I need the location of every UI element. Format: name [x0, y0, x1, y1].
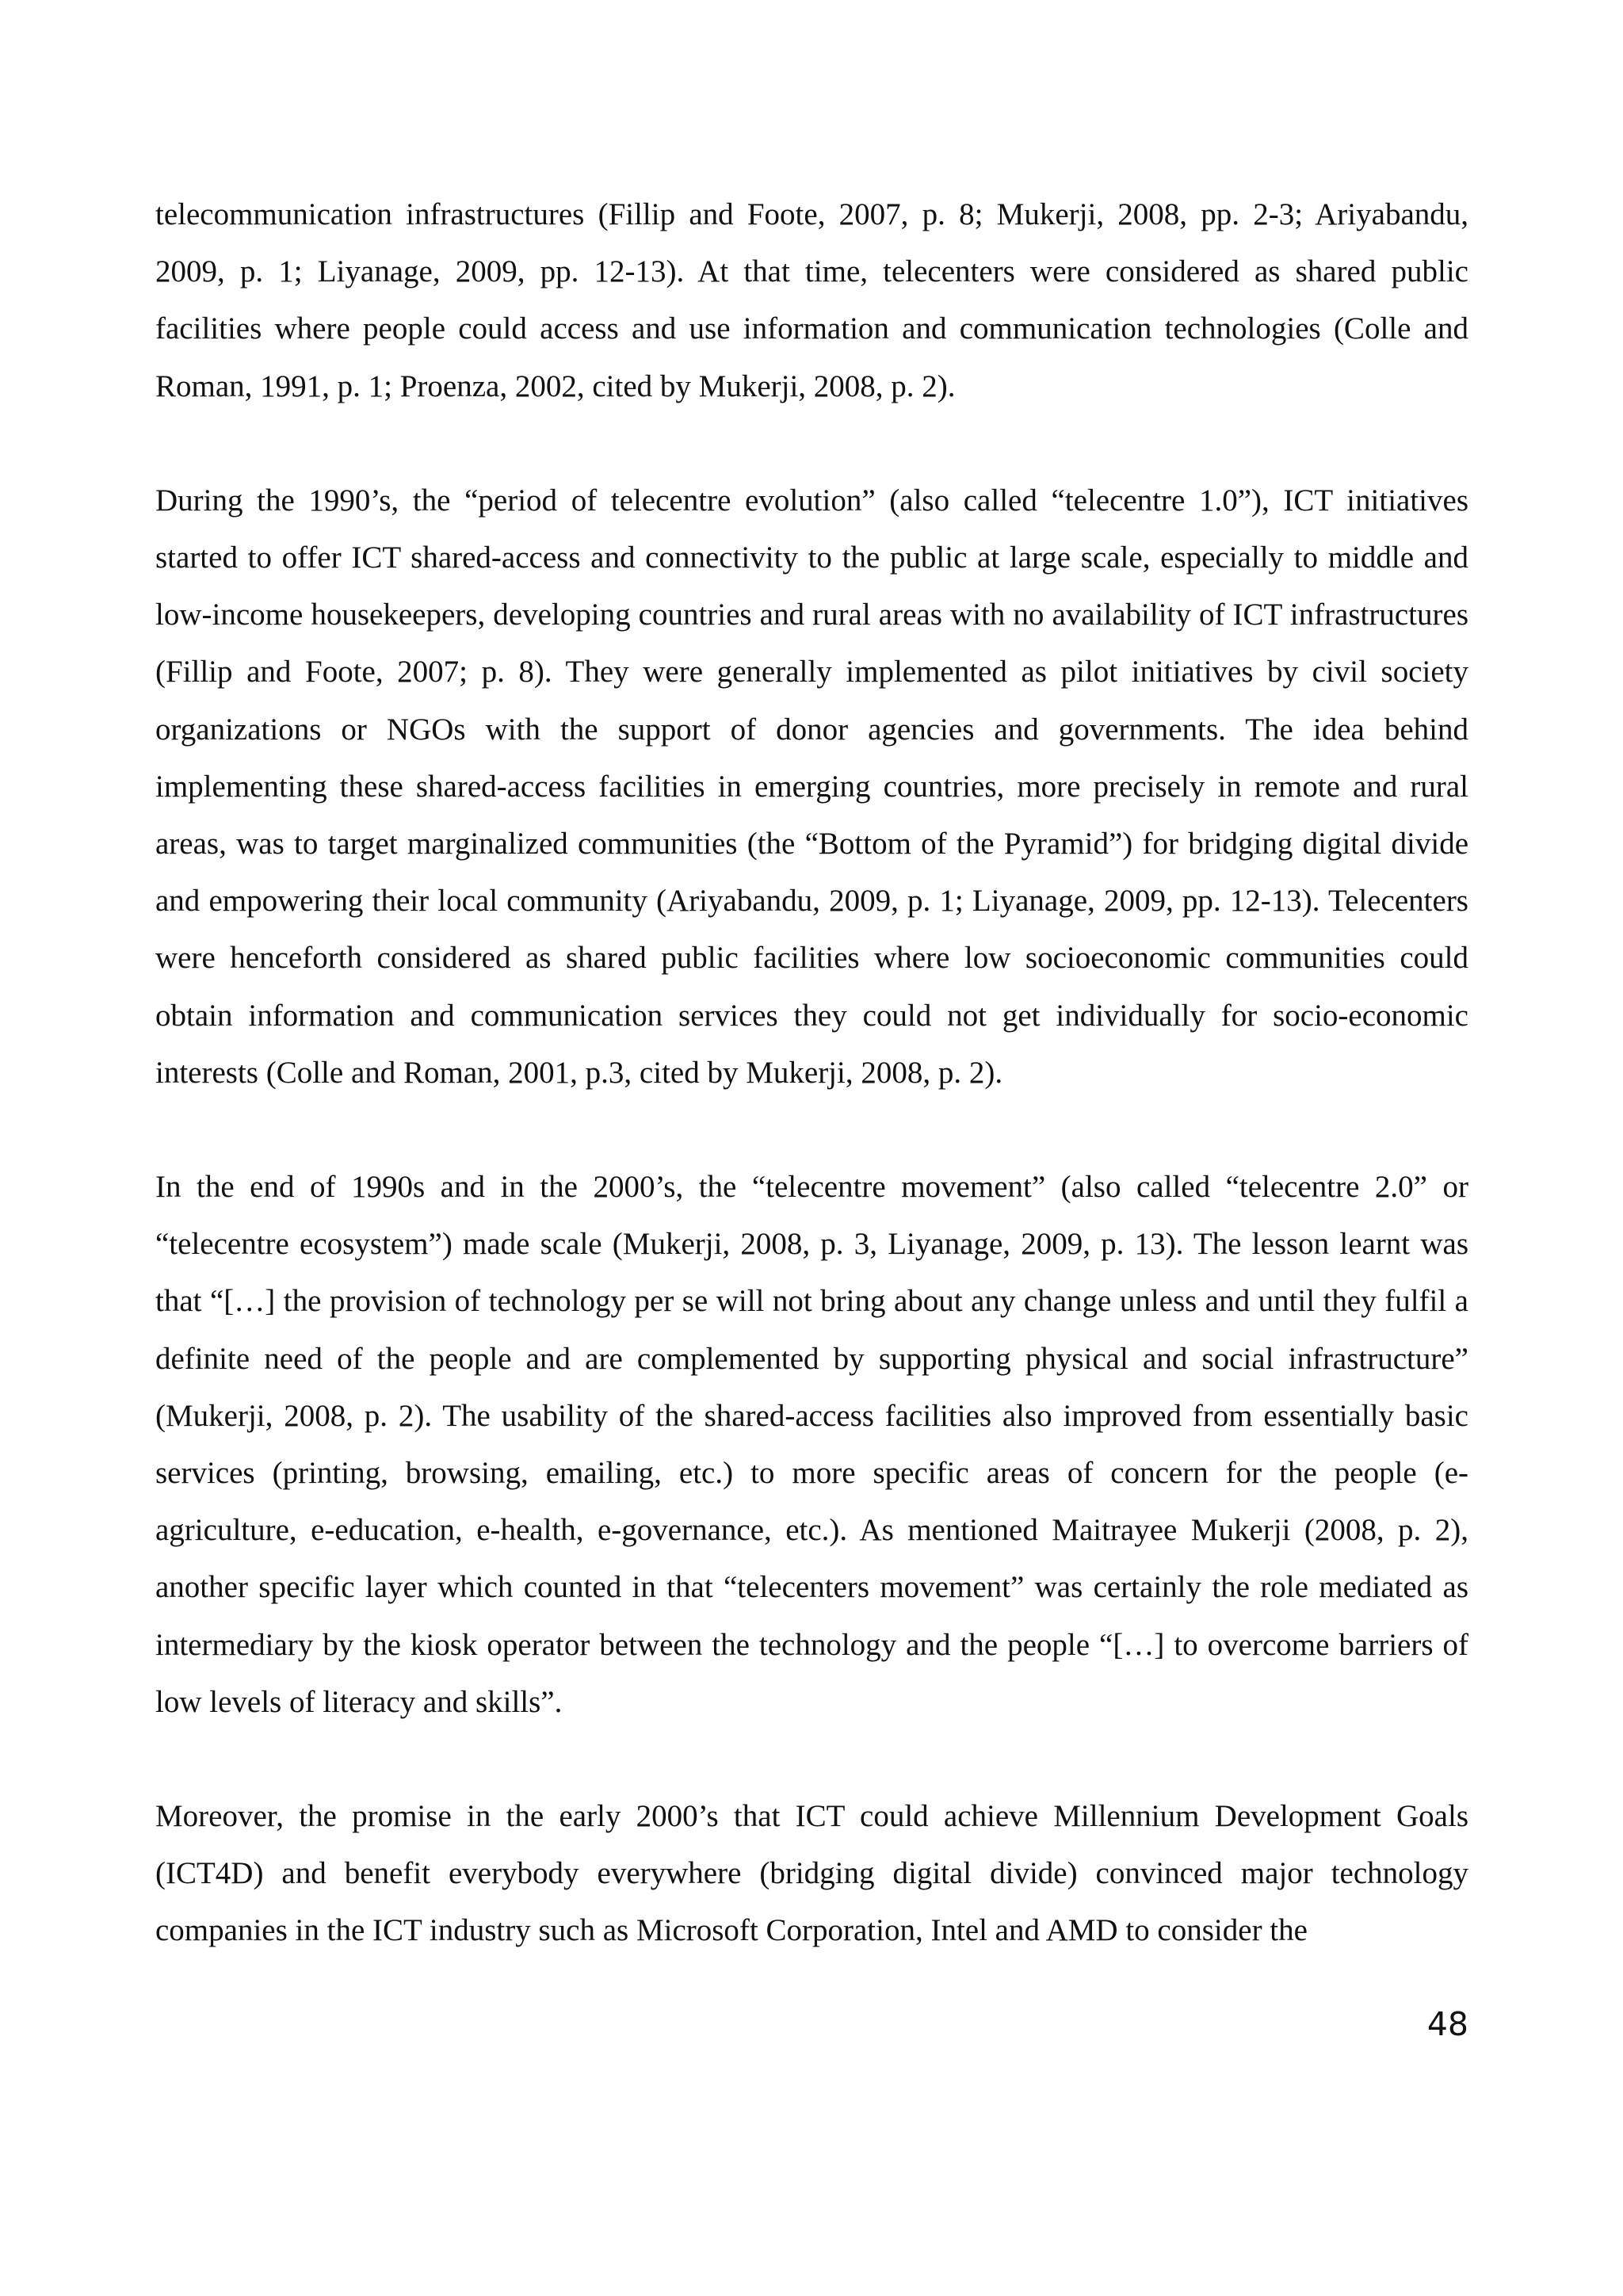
body-text — [155, 186, 1468, 2017]
paragraph-1: telecommunication infrastructures (Fillip and Foote, 2007, p. 8; Mukerji, 2008, pp. 2-3; Ariyabandu, 2009, p. 1; Liyanage, 2009, pp. 12-13). At that time, telecenters were considered as shared public facilities where people could access and use information and communication technologies (Colle and Roman, 1991, p. 1; Proenza, 2002, cited by Mukerji, 2008, p. 2). — [155, 197, 1468, 403]
paragraph-4: Moreover, the promise in the early 2000’s that ICT could achieve Millennium Development Goals (ICT4D) and benefit everybody everywhere (bridging digital divide) convinced major technology companies in the ICT industry such as Microsoft Corporation, Intel and AMD to consider the — [155, 1799, 1468, 1948]
paragraph-2: During the 1990’s, the “period of telecentre evolution” (also called “telecentre 1.0”), ICT initiatives started to offer ICT shared-access and connectivity to the public at large scale, especially to middle and low-income housekeepers, developing countries and rural areas with no availability of ICT infrastructures (Fillip and Foote, 2007; p. 8). They were generally implemented as pilot initiatives by civil society organizations or NGOs with the support of donor agencies and governments. The idea behind implementing these shared-access facilities in emerging countries, more precisely in remote and rural areas, was to target marginalized communities (the “Bottom of the Pyramid”) for bridging digital divide and empowering their local community (Ariyabandu, 2009, p. 1; Liyanage, 2009, pp. 12-13). Telecenters were henceforth considered as shared public facilities where low socioeconomic communities could obtain information and communication services they could not get individually for socio-economic interests (Colle and Roman, 2001, p.3, cited by Mukerji, 2008, p. 2). — [155, 483, 1468, 1090]
paragraph-3: In the end of 1990s and in the 2000’s, the “telecentre movement” (also called “telecentre 2.0” or “telecentre ecosystem”) made scale (Mukerji, 2008, p. 3, Liyanage, 2009, p. 13). The lesson learnt was that “[…] the provision of technology per se will not bring about any change unless and until they fulfil a definite need of the people and are complemented by supporting physical and social infrastructure” (Mukerji, 2008, p. 2). The usability of the shared-access facilities also improved from essentially basic services (printing, browsing, emailing, etc.) to more specific areas of concern for the people (e-agriculture, e-education, e-health, e-governance, etc.). As mentioned Maitrayee Mukerji (2008, p. 2), another specific layer which counted in that “telecenters movement” was certainly the role mediated as intermediary by the kiosk operator between the technology and the people “[…] to overcome barriers of low levels of literacy and skills”. — [155, 1170, 1468, 1719]
page-number: 48 — [1426, 2005, 1468, 2043]
